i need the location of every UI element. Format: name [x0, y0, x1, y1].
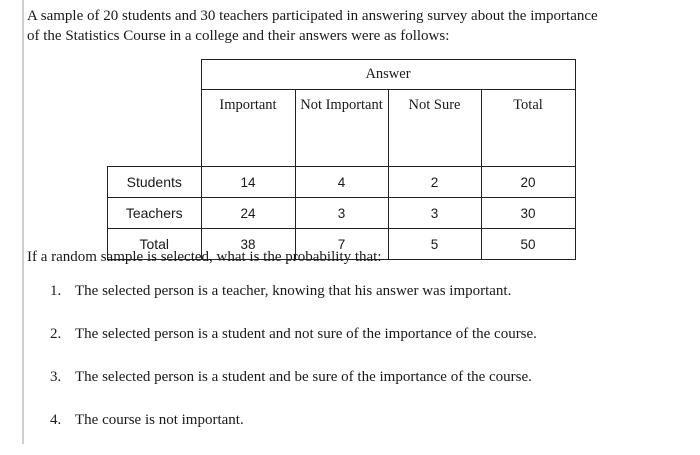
intro-line-2: of the Statistics Course in a college and their answers were as follows: [27, 28, 450, 44]
intro-line-1: A sample of 20 students and 30 teachers participated in answering survey about the importance [27, 8, 598, 24]
cell-total-total: 50 [481, 229, 575, 260]
intro-paragraph [27, 6, 687, 46]
cell-teachers-important: 24 [201, 198, 295, 229]
question-prompt: If a random sample is selected, what is the probability that: [27, 249, 382, 265]
column-header-not-important: Not Important [295, 90, 388, 167]
list-item [50, 326, 537, 369]
survey-table [107, 59, 576, 260]
cell-students-not-important: 4 [295, 167, 388, 198]
cell-teachers-total: 30 [481, 198, 575, 229]
table-column-header-row [108, 90, 576, 167]
cell-students-important: 14 [201, 167, 295, 198]
row-label-total: Total [108, 229, 202, 260]
item-text: The selected person is a teacher, knowing that his answer was important. [75, 283, 512, 299]
cell-students-not-sure: 2 [388, 167, 481, 198]
cell-total-not-sure: 5 [388, 229, 481, 260]
column-header-important: Important [201, 90, 295, 167]
cell-teachers-not-important: 3 [295, 198, 388, 229]
list-item [50, 283, 537, 326]
cell-students-total: 20 [481, 167, 575, 198]
item-number: 2. [50, 326, 62, 342]
list-item [50, 369, 537, 412]
item-text: The selected person is a student and be sure of the importance of the course. [75, 369, 532, 385]
item-text: The course is not important. [75, 412, 244, 428]
table-row [108, 167, 576, 198]
cell-total-not-important: 7 [295, 229, 388, 260]
table-row [108, 198, 576, 229]
item-number: 1. [50, 283, 62, 299]
column-header-not-sure: Not Sure [388, 90, 481, 167]
row-label-teachers: Teachers [108, 198, 202, 229]
cell-total-important: 38 [201, 229, 295, 260]
item-number: 3. [50, 369, 62, 385]
question-list [50, 283, 537, 455]
row-label-students: Students [108, 167, 202, 198]
item-text: The selected person is a student and not sure of the importance of the course. [75, 326, 537, 342]
column-header-total: Total [481, 90, 575, 167]
list-item [50, 412, 537, 455]
cell-teachers-not-sure: 3 [388, 198, 481, 229]
answer-header: Answer [201, 60, 575, 90]
table-group-header-row [108, 60, 576, 90]
item-number: 4. [50, 412, 62, 428]
